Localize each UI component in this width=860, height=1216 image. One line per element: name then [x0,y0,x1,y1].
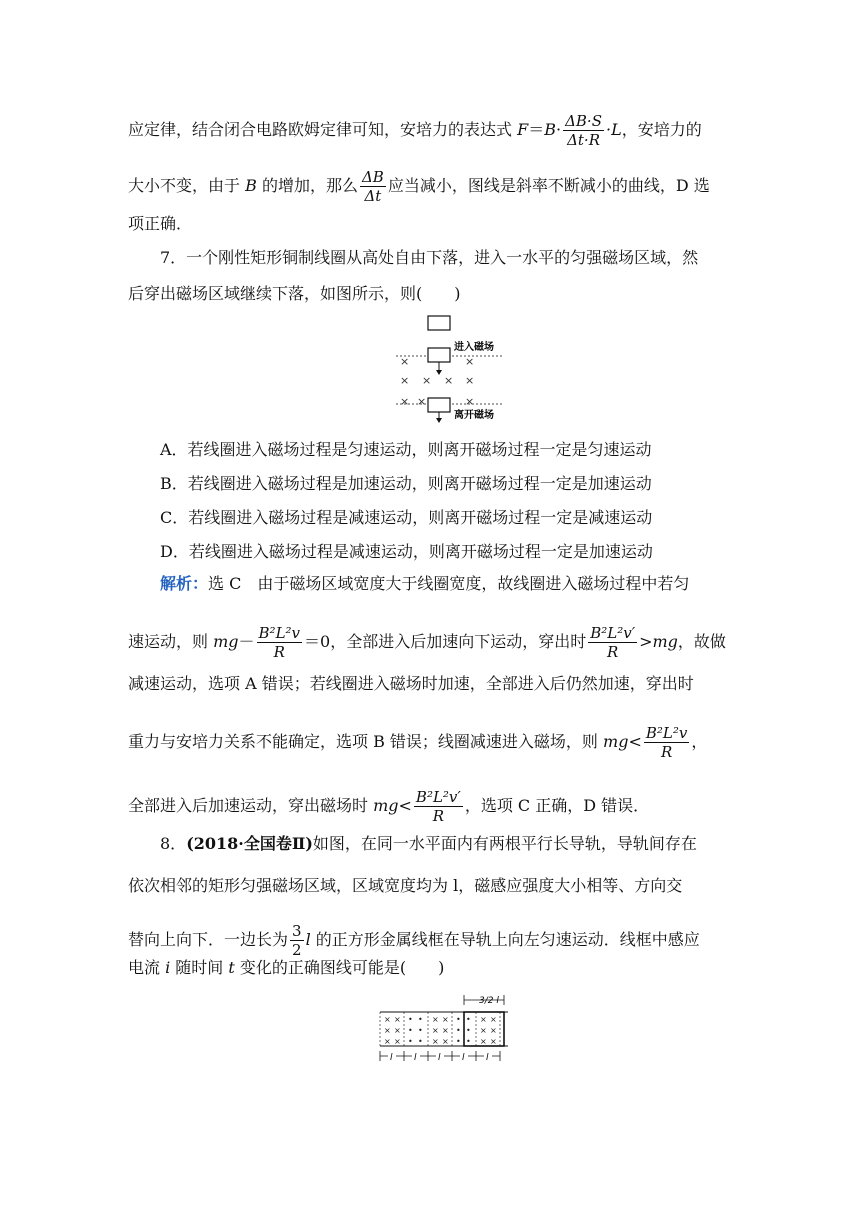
svg-text:×: × [422,374,432,387]
svg-text:•: • [456,1026,461,1035]
svg-text:×: × [394,1026,401,1035]
coil-leaving [428,398,450,412]
q7-analysis-3: 减速运动，选项 A 错误；若线圈进入磁场时加速，全部进入后仍然加速，穿出时 [128,674,694,693]
svg-text:l: l [462,1053,465,1063]
svg-text:×: × [400,374,410,387]
field-marks [384,1015,497,1046]
q8-line-2: 依次相邻的矩形匀强磁场区域，区域宽度均为 l，磁感应强度大小相等、方向交 [128,876,683,895]
q6-line-1: 应定律，结合闭合电路欧姆定律可知，安培力的表达式 F＝B· $\frac{\Delta B\cdot S}{\Delta t\cdot R}$ ·L，安培力的 [128,112,702,149]
svg-text:×: × [432,1015,439,1024]
svg-text:•: • [408,1026,413,1035]
q7-stem-2: 后穿出磁场区域继续下落，如图所示，则( ) [128,284,461,303]
svg-text:l: l [438,1053,441,1063]
fraction-b2l2v-r: $\frac{\text{B²L²v}}{R}$ [258,624,301,661]
q7-option-d: D．若线圈进入磁场过程是减速运动，则离开磁场过程一定是加速运动 [160,542,653,561]
svg-text:•: • [408,1037,413,1046]
coil-top [428,316,450,330]
q8-line-3: 替向上向下．一边长为 $\frac{3}{2}$ l 的正方形金属线框在导轨上向左匀速运动．线框中感应 [128,922,700,959]
svg-text:l: l [414,1053,417,1063]
svg-text:×: × [384,1026,391,1035]
svg-text:•: • [408,1015,413,1024]
svg-text:×: × [400,395,410,408]
fraction-b2l2vp-r: $\frac{\text{B²L²v′}}{R}$ [590,624,636,661]
fraction-3-2: $\frac{3}{2}$ [292,922,302,959]
q7-analysis-1: 解析：选 C 由于磁场区域宽度大于线圈宽度，故线圈进入磁场过程中若匀 [160,574,690,593]
q8-line-4: 电流 i 随时间 t 变化的正确图线可能是( ) [128,958,445,977]
svg-text:•: • [466,1026,471,1035]
svg-text:l: l [486,1053,489,1063]
fraction-b2l2v-r-2: $\frac{\text{B²L²v}}{R}$ [645,724,688,761]
arrowhead-icon [436,370,442,375]
svg-text:×: × [432,1026,439,1035]
svg-text:×: × [480,1015,487,1024]
arrowhead-icon-2 [436,418,442,423]
q7-coil-figure [392,312,512,424]
fraction-b2l2vp-r-2: $\frac{\text{B²L²v′}}{R}$ [415,788,461,825]
svg-text:×: × [400,355,410,368]
svg-text:×: × [442,1037,449,1046]
svg-text:•: • [456,1015,461,1024]
svg-text:•: • [418,1026,423,1035]
q7-analysis-5: 全部进入后加速运动，穿出磁场时 mg< $\frac{\text{B²L²v′}}{R}$ ，选项 C 正确，D 错误． [128,788,650,825]
fraction-dbs-dtr: $\frac{\Delta B\cdot S}{\Delta t\cdot R}$ [565,112,602,149]
svg-text:×: × [490,1015,497,1024]
svg-text:×: × [432,1037,439,1046]
svg-text:•: • [466,1015,471,1024]
fraction-db-dt: $\frac{\Delta B}{\Delta t}$ [361,168,384,205]
svg-text:×: × [444,374,454,387]
svg-text:×: × [442,1026,449,1035]
q7-option-c: C．若线圈进入磁场过程是减速运动，则离开磁场过程一定是减速运动 [160,508,653,527]
svg-text:×: × [480,1026,487,1035]
q6-line-2: 大小不变，由于 B 的增加，那么 $\frac{\Delta B}{\Delta t}$ 应当减小，图线是斜率不断减小的曲线，D 选 [128,168,710,205]
svg-text:×: × [442,1015,449,1024]
q8-line-1: 8．(2018·全国卷Ⅱ)如图，在同一水平面内有两根平行长导轨，导轨间存在 [160,834,697,853]
svg-text:×: × [490,1026,497,1035]
q7-stem-1: 7．一个刚性矩形铜制线圈从高处自由下落，进入一水平的匀强磁场区域，然 [160,248,699,267]
q6-line-3: 项正确． [128,214,193,233]
svg-text:×: × [480,1037,487,1046]
svg-text:×: × [394,1037,401,1046]
label-leave-field: 离开磁场 [454,410,494,421]
svg-text:•: • [466,1037,471,1046]
svg-text:×: × [384,1015,391,1024]
svg-text:×: × [384,1037,391,1046]
q7-analysis-4: 重力与安培力关系不能确定，选项 B 错误；线圈减速进入磁场，则 mg< $\frac{\text{B²L²v}}{R}$ ， [128,724,708,761]
svg-text:•: • [418,1037,423,1046]
svg-text:•: • [456,1037,461,1046]
analysis-label: 解析： [160,574,209,593]
q7-analysis-2: 速运动，则 mg－ $\frac{\text{B²L²v}}{R}$ ＝0，全部进入后加速向下运动，穿出时 $\frac{\text{B²L²v′}}{R}$ >mg，故做 [128,624,726,661]
label-3-2-l: 3/2 l [479,996,499,1006]
svg-text:×: × [490,1037,497,1046]
q7-option-b: B．若线圈进入磁场过程是加速运动，则离开磁场过程一定是加速运动 [160,474,652,493]
svg-text:×: × [465,374,475,387]
svg-text:×: × [465,395,475,408]
svg-text:×: × [417,395,427,408]
coil-entering [428,348,450,362]
svg-text:×: × [394,1015,401,1024]
label-enter-field: 进入磁场 [454,342,494,353]
q8-rail-figure [378,990,510,1066]
q7-option-a: A．若线圈进入磁场过程是匀速运动，则离开磁场过程一定是匀速运动 [160,440,652,459]
svg-text:×: × [465,355,475,368]
svg-text:l: l [390,1053,393,1063]
svg-text:•: • [418,1015,423,1024]
